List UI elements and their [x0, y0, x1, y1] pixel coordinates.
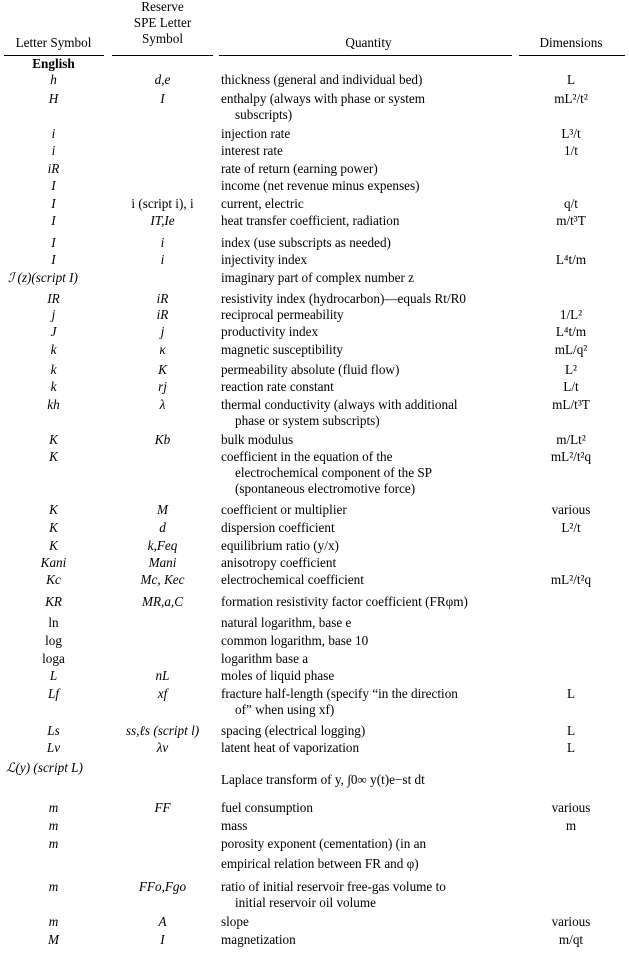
quantity: mass	[221, 818, 248, 833]
letter-symbol: Lf	[48, 686, 59, 701]
quantity-line1: porosity exponent (cementation) (in an	[221, 836, 427, 851]
dimensions: mL/t³T	[552, 397, 590, 412]
dimensions: m	[565, 818, 577, 833]
letter-symbol: I	[51, 235, 56, 250]
reserve-symbol: ss,ℓs (script l)	[125, 723, 200, 738]
letter-symbol: m	[48, 800, 59, 815]
quantity: coefficient or multiplier	[221, 502, 347, 517]
reserve-symbol: λ	[159, 397, 166, 412]
letter-symbol: ℐ (z)(script I)	[8, 270, 78, 285]
quantity: magnetization	[221, 932, 296, 947]
dimensions: L²/t	[561, 520, 581, 535]
quantity-line2: phase or system subscripts)	[235, 413, 380, 428]
quantity: reciprocal permeability	[221, 307, 344, 322]
dimensions: mL/q²	[554, 342, 588, 357]
quantity-line2: initial reservoir oil volume	[235, 895, 376, 910]
quantity: formation resistivity factor coefficient (FRφm)	[221, 594, 468, 609]
letter-symbol: m	[48, 914, 59, 929]
section-english: English	[32, 56, 75, 71]
quantity-line1: fracture half-length (specify “in the direction	[221, 686, 458, 701]
reserve-symbol: d,e	[154, 72, 171, 87]
quantity: slope	[221, 914, 249, 929]
letter-symbol: I	[51, 178, 56, 193]
letter-symbol: Kani	[40, 555, 67, 570]
quantity: interest rate	[221, 143, 283, 158]
quantity: dispersion coefficient	[221, 520, 335, 535]
header-reserve-line1: Reserve	[141, 0, 184, 14]
quantity	[221, 836, 516, 872]
quantity: reaction rate constant	[221, 379, 334, 394]
quantity: thickness (general and individual bed)	[221, 72, 423, 87]
header-rule-4	[519, 55, 625, 56]
letter-symbol: log	[45, 633, 62, 648]
dimensions: m/qt	[558, 932, 584, 947]
reserve-symbol: d	[159, 520, 166, 535]
quantity	[221, 91, 516, 123]
quantity: bulk modulus	[221, 432, 294, 447]
letter-symbol: KR	[45, 594, 62, 609]
reserve-symbol: k,Feq	[147, 538, 178, 553]
dimensions: L³/t	[561, 126, 581, 141]
letter-symbol: k	[50, 379, 57, 394]
quantity	[221, 686, 516, 718]
letter-symbol: K	[49, 538, 58, 553]
quantity: rate of return (earning power)	[221, 161, 378, 176]
reserve-symbol: iR	[156, 307, 169, 322]
dimensions: L	[566, 723, 576, 738]
dimensions: L²	[564, 362, 577, 377]
letter-symbol: h	[50, 72, 57, 87]
quantity: permeability absolute (fluid flow)	[221, 362, 400, 377]
letter-symbol: m	[48, 836, 59, 851]
reserve-symbol: I	[160, 91, 165, 106]
dimensions: mL²/t²	[554, 91, 588, 106]
letter-symbol: m	[48, 879, 59, 894]
dimensions: L⁴t/m	[555, 324, 587, 339]
header-reserve-line3: Symbol	[141, 31, 184, 46]
reserve-symbol: κ	[159, 342, 166, 357]
letter-symbol: ln	[48, 615, 59, 630]
dimensions: mL²/t²q	[550, 572, 592, 587]
letter-symbol: K	[49, 520, 58, 535]
letter-symbol: j	[51, 307, 56, 322]
quantity: injection rate	[221, 126, 291, 141]
letter-symbol: L	[49, 668, 58, 683]
dimensions: 1/t	[564, 143, 578, 158]
letter-symbol: I	[51, 213, 56, 228]
quantity: natural logarithm, base e	[221, 615, 352, 630]
letter-symbol: K	[49, 502, 58, 517]
quantity: injectivity index	[221, 252, 308, 267]
reserve-symbol: MR,a,C	[141, 594, 184, 609]
letter-symbol: H	[48, 91, 59, 106]
quantity: equilibrium ratio (y/x)	[221, 538, 339, 553]
header-dimensions: Dimensions	[539, 35, 603, 50]
quantity: logarithm base a	[221, 651, 309, 666]
quantity	[221, 397, 516, 429]
quantity: income (net revenue minus expenses)	[221, 178, 420, 193]
dimensions: m/t³T	[556, 213, 586, 228]
quantity: Laplace transform of y, ∫0∞ y(t)e−st dt	[221, 772, 425, 787]
quantity	[221, 879, 516, 911]
letter-symbol: k	[50, 362, 57, 377]
header-quantity: Quantity	[345, 35, 392, 50]
quantity: heat transfer coefficient, radiation	[221, 213, 400, 228]
quantity: resistivity index (hydrocarbon)—equals Rt/R0	[221, 291, 467, 306]
letter-symbol: K	[49, 432, 58, 447]
header-rule-2	[112, 55, 213, 56]
dimensions: q/t	[564, 196, 578, 211]
reserve-symbol: I	[160, 932, 165, 947]
letter-symbol: ℒ(y) (script L)	[6, 760, 83, 775]
dimensions: L	[566, 72, 576, 87]
letter-symbol: m	[48, 818, 59, 833]
dimensions: m/Lt²	[556, 432, 586, 447]
reserve-symbol: Mc, Kec	[140, 572, 185, 587]
reserve-symbol: A	[158, 914, 167, 929]
reserve-symbol: FFo,Fgo	[138, 879, 187, 894]
quantity: common logarithm, base 10	[221, 633, 369, 648]
quantity-line2: empirical relation between FR and φ)	[221, 856, 419, 871]
quantity-line1: coefficient in the equation of the	[221, 449, 393, 464]
letter-symbol: Lv	[46, 740, 61, 755]
letter-symbol: Ls	[47, 723, 60, 738]
dimensions: various	[551, 800, 591, 815]
header-reserve-line2: SPE Letter	[133, 15, 192, 30]
letter-symbol: M	[48, 932, 59, 947]
reserve-symbol: FF	[154, 800, 171, 815]
reserve-symbol: nL	[155, 668, 170, 683]
dimensions: L	[566, 686, 576, 701]
header-letter-symbol: Letter Symbol	[15, 35, 92, 50]
reserve-symbol: i (script i), i	[131, 196, 194, 211]
quantity: electrochemical coefficient	[221, 572, 364, 587]
letter-symbol: J	[50, 324, 57, 339]
quantity: anisotropy coefficient	[221, 555, 337, 570]
letter-symbol: iR	[47, 161, 60, 176]
reserve-symbol: K	[158, 362, 167, 377]
quantity: latent heat of vaporization	[221, 740, 360, 755]
letter-symbol: i	[51, 126, 56, 141]
quantity-line2: subscripts)	[235, 107, 293, 122]
quantity	[221, 449, 516, 497]
reserve-symbol: λv	[156, 740, 169, 755]
reserve-symbol: rj	[158, 379, 167, 394]
reserve-symbol: IT,Ie	[150, 213, 175, 228]
quantity: fuel consumption	[221, 800, 313, 815]
dimensions: L	[566, 740, 576, 755]
letter-symbol: kh	[47, 397, 60, 412]
reserve-symbol: iR	[156, 291, 169, 306]
dimensions: L⁴t/m	[555, 252, 587, 267]
quantity: spacing (electrical logging)	[221, 723, 366, 738]
quantity-line1: enthalpy (always with phase or system	[221, 91, 425, 106]
reserve-symbol: M	[157, 502, 168, 517]
letter-symbol: loga	[42, 651, 65, 666]
quantity-line2: electrochemical component of the SP	[235, 465, 433, 480]
reserve-symbol: Mani	[148, 555, 177, 570]
quantity-line1: thermal conductivity (always with additional	[221, 397, 458, 412]
dimensions: mL²/t²q	[550, 449, 592, 464]
dimensions: L/t	[563, 379, 579, 394]
quantity: productivity index	[221, 324, 319, 339]
quantity: index (use subscripts as needed)	[221, 235, 391, 250]
reserve-symbol: Kb	[154, 432, 171, 447]
letter-symbol: I	[51, 252, 56, 267]
header-reserve-symbol	[112, 0, 213, 47]
reserve-symbol: j	[160, 324, 165, 339]
letter-symbol: k	[50, 342, 57, 357]
reserve-symbol: xf	[157, 686, 168, 701]
dimensions: 1/L²	[559, 307, 583, 322]
letter-symbol: I	[51, 196, 56, 211]
letter-symbol: Kc	[46, 572, 61, 587]
quantity: moles of liquid phase	[221, 668, 335, 683]
letter-symbol: i	[51, 143, 56, 158]
letter-symbol: IR	[47, 291, 60, 306]
quantity: magnetic susceptibility	[221, 342, 343, 357]
letter-symbol: K	[49, 449, 58, 464]
header-rule-3	[219, 55, 512, 56]
quantity: current, electric	[221, 196, 304, 211]
dimensions: various	[551, 914, 591, 929]
dimensions: various	[551, 502, 591, 517]
reserve-symbol: i	[160, 235, 165, 250]
quantity-line1: ratio of initial reservoir free-gas volume to	[221, 879, 446, 894]
quantity-line3: (spontaneous electromotive force)	[235, 481, 416, 496]
reserve-symbol: i	[160, 252, 165, 267]
quantity: imaginary part of complex number z	[221, 270, 414, 285]
quantity-line2: of” when using xf)	[235, 702, 335, 717]
